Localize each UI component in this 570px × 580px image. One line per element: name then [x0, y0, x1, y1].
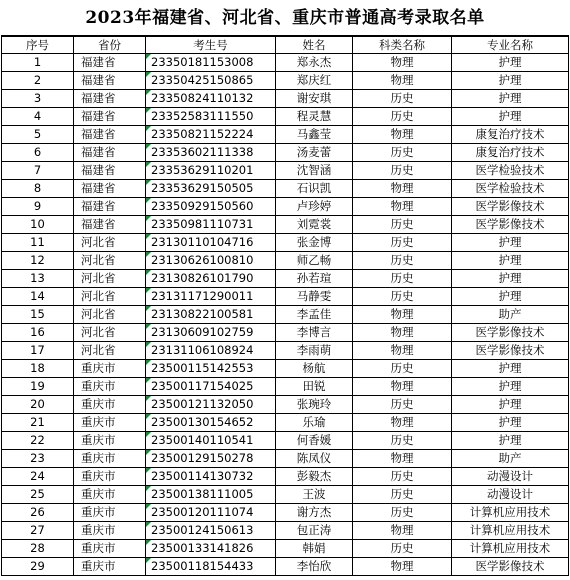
name-cell: 彭毅杰 — [276, 468, 353, 486]
name-cell: 田锐 — [276, 378, 353, 396]
exam-number-cell: 23130110104716 — [146, 234, 276, 252]
exam-number-cell: 23350425150865 — [146, 72, 276, 90]
serial-cell: 2 — [2, 72, 74, 90]
subject-category-cell: 物理 — [353, 450, 452, 468]
province-cell: 福建省 — [74, 90, 146, 108]
exam-number-cell: 23500114130732 — [146, 468, 276, 486]
province-cell: 福建省 — [74, 144, 146, 162]
table-header-row — [2, 37, 569, 54]
serial-cell: 4 — [2, 108, 74, 126]
exam-number-cell: 23500140110541 — [146, 432, 276, 450]
table-row — [2, 540, 569, 558]
major-cell: 动漫设计 — [452, 468, 569, 486]
province-cell: 福建省 — [74, 216, 146, 234]
exam-number-cell: 23350981110731 — [146, 216, 276, 234]
major-cell: 计算机应用技术 — [452, 540, 569, 558]
name-cell: 郑永杰 — [276, 54, 353, 72]
table-row — [2, 432, 569, 450]
serial-cell: 5 — [2, 126, 74, 144]
serial-cell: 25 — [2, 486, 74, 504]
name-cell: 石识凯 — [276, 180, 353, 198]
exam-number-cell: 23350824110132 — [146, 90, 276, 108]
serial-cell: 21 — [2, 414, 74, 432]
major-cell: 护理 — [452, 288, 569, 306]
subject-category-cell: 历史 — [353, 270, 452, 288]
exam-number-cell: 23130822100581 — [146, 306, 276, 324]
table-row — [2, 414, 569, 432]
name-cell: 卢珍婷 — [276, 198, 353, 216]
major-cell: 护理 — [452, 54, 569, 72]
table-row — [2, 162, 569, 180]
serial-cell: 3 — [2, 90, 74, 108]
exam-number-cell: 23500138111005 — [146, 486, 276, 504]
subject-category-cell: 历史 — [353, 162, 452, 180]
province-cell: 重庆市 — [74, 360, 146, 378]
name-cell: 李雨萌 — [276, 342, 353, 360]
header-major: 专业名称 — [452, 37, 569, 54]
subject-category-cell: 物理 — [353, 342, 452, 360]
serial-cell: 23 — [2, 450, 74, 468]
serial-cell: 6 — [2, 144, 74, 162]
subject-category-cell: 历史 — [353, 540, 452, 558]
exam-number-cell: 23352583111550 — [146, 108, 276, 126]
admission-table — [1, 36, 569, 576]
header-name: 姓名 — [276, 37, 353, 54]
serial-cell: 27 — [2, 522, 74, 540]
subject-category-cell: 物理 — [353, 126, 452, 144]
name-cell: 杨航 — [276, 360, 353, 378]
major-cell: 康复治疗技术 — [452, 126, 569, 144]
province-cell: 重庆市 — [74, 378, 146, 396]
province-cell: 福建省 — [74, 108, 146, 126]
major-cell: 护理 — [452, 360, 569, 378]
serial-cell: 1 — [2, 54, 74, 72]
subject-category-cell: 物理 — [353, 306, 452, 324]
name-cell: 刘霓裳 — [276, 216, 353, 234]
subject-category-cell: 历史 — [353, 144, 452, 162]
subject-category-cell: 物理 — [353, 522, 452, 540]
exam-number-cell: 23350181153008 — [146, 54, 276, 72]
exam-number-cell: 23131171290011 — [146, 288, 276, 306]
table-row — [2, 180, 569, 198]
province-cell: 重庆市 — [74, 396, 146, 414]
major-cell: 助产 — [452, 306, 569, 324]
major-cell: 医学检验技术 — [452, 180, 569, 198]
name-cell: 孙若瑄 — [276, 270, 353, 288]
name-cell: 师乙畅 — [276, 252, 353, 270]
exam-number-cell: 23130626100810 — [146, 252, 276, 270]
province-cell: 福建省 — [74, 126, 146, 144]
serial-cell: 22 — [2, 432, 74, 450]
serial-cell: 14 — [2, 288, 74, 306]
province-cell: 重庆市 — [74, 522, 146, 540]
name-cell: 陈凤仪 — [276, 450, 353, 468]
subject-category-cell: 物理 — [353, 414, 452, 432]
exam-number-cell: 23500129150278 — [146, 450, 276, 468]
major-cell: 护理 — [452, 90, 569, 108]
province-cell: 重庆市 — [74, 486, 146, 504]
table-row — [2, 486, 569, 504]
subject-category-cell: 物理 — [353, 324, 452, 342]
name-cell: 韩娟 — [276, 540, 353, 558]
exam-number-cell: 23130826101790 — [146, 270, 276, 288]
name-cell: 程灵慧 — [276, 108, 353, 126]
major-cell: 护理 — [452, 432, 569, 450]
major-cell: 医学影像技术 — [452, 324, 569, 342]
name-cell: 汤麦蕾 — [276, 144, 353, 162]
header-serial: 序号 — [2, 37, 74, 54]
exam-number-cell: 23500133141826 — [146, 540, 276, 558]
subject-category-cell: 物理 — [353, 54, 452, 72]
serial-cell: 15 — [2, 306, 74, 324]
subject-category-cell: 历史 — [353, 486, 452, 504]
serial-cell: 12 — [2, 252, 74, 270]
page-title: 2023年福建省、河北省、重庆市普通高考录取名单 — [1, 1, 569, 36]
exam-number-cell: 23500117154025 — [146, 378, 276, 396]
major-cell: 医学影像技术 — [452, 216, 569, 234]
subject-category-cell: 物理 — [353, 198, 452, 216]
subject-category-cell: 历史 — [353, 90, 452, 108]
province-cell: 福建省 — [74, 198, 146, 216]
exam-number-cell: 23500115142553 — [146, 360, 276, 378]
table-row — [2, 72, 569, 90]
major-cell: 医学影像技术 — [452, 558, 569, 576]
major-cell: 医学影像技术 — [452, 342, 569, 360]
exam-number-cell: 23130609102759 — [146, 324, 276, 342]
serial-cell: 13 — [2, 270, 74, 288]
province-cell: 重庆市 — [74, 414, 146, 432]
province-cell: 福建省 — [74, 180, 146, 198]
subject-category-cell: 历史 — [353, 234, 452, 252]
table-row — [2, 144, 569, 162]
serial-cell: 11 — [2, 234, 74, 252]
table-row — [2, 288, 569, 306]
province-cell: 重庆市 — [74, 450, 146, 468]
province-cell: 重庆市 — [74, 468, 146, 486]
subject-category-cell: 物理 — [353, 180, 452, 198]
serial-cell: 20 — [2, 396, 74, 414]
table-row — [2, 306, 569, 324]
table-row — [2, 324, 569, 342]
province-cell: 重庆市 — [74, 540, 146, 558]
subject-category-cell: 物理 — [353, 378, 452, 396]
subject-category-cell: 历史 — [353, 288, 452, 306]
serial-cell: 18 — [2, 360, 74, 378]
serial-cell: 7 — [2, 162, 74, 180]
subject-category-cell: 物理 — [353, 558, 452, 576]
serial-cell: 17 — [2, 342, 74, 360]
name-cell: 乐瑜 — [276, 414, 353, 432]
province-cell: 重庆市 — [74, 504, 146, 522]
major-cell: 计算机应用技术 — [452, 522, 569, 540]
name-cell: 何香媛 — [276, 432, 353, 450]
province-cell: 重庆市 — [74, 558, 146, 576]
name-cell: 谢安琪 — [276, 90, 353, 108]
table-row — [2, 126, 569, 144]
major-cell: 计算机应用技术 — [452, 504, 569, 522]
table-row — [2, 504, 569, 522]
table-row — [2, 270, 569, 288]
table-row — [2, 108, 569, 126]
serial-cell: 24 — [2, 468, 74, 486]
major-cell: 护理 — [452, 270, 569, 288]
major-cell: 护理 — [452, 378, 569, 396]
major-cell: 护理 — [452, 108, 569, 126]
subject-category-cell: 历史 — [353, 216, 452, 234]
major-cell: 护理 — [452, 72, 569, 90]
province-cell: 河北省 — [74, 270, 146, 288]
name-cell: 张琬玲 — [276, 396, 353, 414]
name-cell: 张金博 — [276, 234, 353, 252]
name-cell: 李怡欣 — [276, 558, 353, 576]
major-cell: 护理 — [452, 252, 569, 270]
exam-number-cell: 23353602111338 — [146, 144, 276, 162]
name-cell: 沈智涵 — [276, 162, 353, 180]
table-row — [2, 468, 569, 486]
serial-cell: 10 — [2, 216, 74, 234]
name-cell: 李博言 — [276, 324, 353, 342]
subject-category-cell: 物理 — [353, 72, 452, 90]
subject-category-cell: 历史 — [353, 396, 452, 414]
name-cell: 谢方杰 — [276, 504, 353, 522]
province-cell: 河北省 — [74, 252, 146, 270]
exam-number-cell: 23500124150613 — [146, 522, 276, 540]
exam-number-cell: 23500120111074 — [146, 504, 276, 522]
name-cell: 王波 — [276, 486, 353, 504]
serial-cell: 16 — [2, 324, 74, 342]
serial-cell: 28 — [2, 540, 74, 558]
subject-category-cell: 历史 — [353, 432, 452, 450]
major-cell: 护理 — [452, 396, 569, 414]
province-cell: 重庆市 — [74, 432, 146, 450]
exam-number-cell: 23350821152224 — [146, 126, 276, 144]
serial-cell: 26 — [2, 504, 74, 522]
subject-category-cell: 历史 — [353, 252, 452, 270]
header-province: 省份 — [74, 37, 146, 54]
table-row — [2, 216, 569, 234]
name-cell: 马鑫莹 — [276, 126, 353, 144]
exam-number-cell: 23350929150560 — [146, 198, 276, 216]
exam-number-cell: 23353629150505 — [146, 180, 276, 198]
exam-number-cell: 23353629110201 — [146, 162, 276, 180]
table-row — [2, 558, 569, 576]
table-row — [2, 378, 569, 396]
province-cell: 河北省 — [74, 288, 146, 306]
table-row — [2, 342, 569, 360]
serial-cell: 29 — [2, 558, 74, 576]
exam-number-cell: 23500121132050 — [146, 396, 276, 414]
major-cell: 护理 — [452, 414, 569, 432]
subject-category-cell: 历史 — [353, 108, 452, 126]
exam-number-cell: 23131106108924 — [146, 342, 276, 360]
subject-category-cell: 历史 — [353, 360, 452, 378]
admission-list-sheet — [1, 1, 569, 579]
table-row — [2, 360, 569, 378]
major-cell: 护理 — [452, 234, 569, 252]
table-row — [2, 90, 569, 108]
subject-category-cell: 历史 — [353, 504, 452, 522]
name-cell: 郑庆红 — [276, 72, 353, 90]
name-cell: 李孟佳 — [276, 306, 353, 324]
name-cell: 马静雯 — [276, 288, 353, 306]
table-row — [2, 54, 569, 72]
major-cell: 助产 — [452, 450, 569, 468]
province-cell: 福建省 — [74, 72, 146, 90]
province-cell: 河北省 — [74, 234, 146, 252]
table-row — [2, 234, 569, 252]
province-cell: 河北省 — [74, 306, 146, 324]
exam-number-cell: 23500118154433 — [146, 558, 276, 576]
table-row — [2, 522, 569, 540]
province-cell: 福建省 — [74, 54, 146, 72]
table-row — [2, 450, 569, 468]
header-subject-category: 科类名称 — [353, 37, 452, 54]
table-row — [2, 198, 569, 216]
province-cell: 福建省 — [74, 162, 146, 180]
table-row — [2, 396, 569, 414]
serial-cell: 9 — [2, 198, 74, 216]
major-cell: 动漫设计 — [452, 486, 569, 504]
serial-cell: 19 — [2, 378, 74, 396]
exam-number-cell: 23500130154652 — [146, 414, 276, 432]
province-cell: 河北省 — [74, 324, 146, 342]
serial-cell: 8 — [2, 180, 74, 198]
province-cell: 河北省 — [74, 342, 146, 360]
major-cell: 医学影像技术 — [452, 198, 569, 216]
subject-category-cell: 历史 — [353, 468, 452, 486]
major-cell: 康复治疗技术 — [452, 144, 569, 162]
header-exam-number: 考生号 — [146, 37, 276, 54]
major-cell: 医学检验技术 — [452, 162, 569, 180]
table-row — [2, 252, 569, 270]
name-cell: 包正涛 — [276, 522, 353, 540]
